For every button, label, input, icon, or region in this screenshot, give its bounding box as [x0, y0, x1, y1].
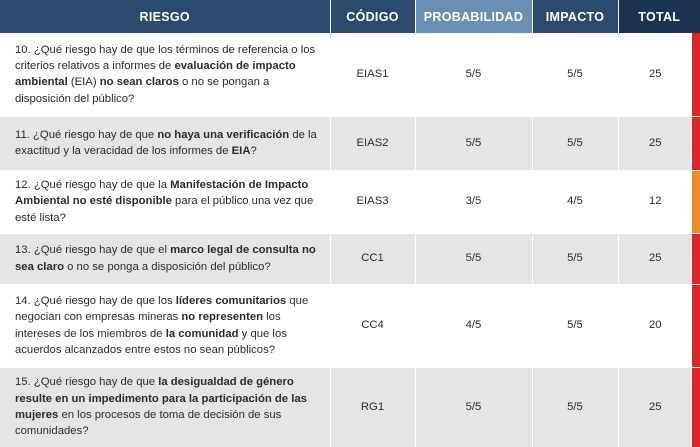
risk-question — [0, 170, 330, 233]
total-value: 12 — [648, 195, 662, 208]
header-codigo: CÓDIGO — [330, 0, 415, 33]
question-emphasis: la comunidad — [165, 327, 239, 340]
total-value: 20 — [648, 319, 662, 332]
probability-value: 3/5 — [415, 170, 532, 233]
risk-question — [0, 233, 330, 284]
header-impacto: IMPACTO — [532, 0, 618, 33]
total-cell — [618, 33, 700, 116]
question-text: que negocian con empresas mineras — [15, 294, 309, 324]
table-row — [0, 284, 700, 367]
table-row — [0, 33, 700, 116]
risk-code: EIAS1 — [330, 33, 415, 116]
total-value: 25 — [648, 68, 662, 81]
header-total: TOTAL — [618, 0, 700, 33]
table-row — [0, 116, 700, 170]
question-text: (EIA) — [67, 76, 100, 89]
risk-question — [0, 367, 330, 447]
question-emphasis: marco legal de consulta no sea claro — [15, 244, 316, 273]
risk-code: EIAS3 — [330, 170, 415, 233]
risk-code: CC1 — [330, 233, 415, 284]
header-riesgo: RIESGO — [0, 0, 330, 33]
question-emphasis: no haya una verificación — [157, 128, 290, 141]
header-probabilidad: PROBABILIDAD — [415, 0, 532, 33]
risk-code: RG1 — [330, 367, 415, 447]
risk-question — [0, 33, 330, 116]
question-emphasis: Manifestación de Impacto Ambiental no esté disponible — [15, 179, 309, 208]
risk-code: EIAS2 — [330, 116, 415, 170]
question-text: para el público una vez que esté lista? — [15, 195, 314, 224]
table-row — [0, 170, 700, 233]
probability-value: 4/5 — [415, 284, 532, 367]
table-row — [0, 367, 700, 447]
question-text: y que los acuerdos alcanzados entre estos no sean públicos? — [15, 327, 287, 356]
risk-level-indicator — [692, 171, 700, 233]
question-text: 10. ¿Qué riesgo hay de que los términos de referencia o los criterios relativos a informes de — [15, 43, 316, 72]
probability-value: 5/5 — [415, 33, 532, 116]
total-cell — [618, 233, 700, 284]
question-text: o no se ponga a disposición del público? — [64, 260, 271, 273]
question-text: de la exactitud y la veracidad de los informes de — [15, 128, 317, 157]
question-emphasis: líderes comunitarios — [175, 294, 287, 307]
impact-value: 5/5 — [532, 367, 618, 447]
question-text: 14. ¿Qué riesgo hay de que los — [15, 294, 176, 307]
question-text: 15. ¿Qué riesgo hay de que — [15, 376, 159, 389]
probability-value: 5/5 — [415, 116, 532, 170]
risk-level-indicator — [692, 33, 700, 116]
total-value: 25 — [648, 252, 662, 265]
impact-value: 5/5 — [532, 33, 618, 116]
risk-level-indicator — [692, 117, 700, 170]
question-emphasis: evaluación de impacto ambiental — [15, 59, 296, 89]
question-text: 13. ¿Qué riesgo hay de que el — [15, 244, 171, 257]
risk-level-indicator — [692, 234, 700, 284]
total-cell — [618, 284, 700, 367]
question-emphasis: la desigualdad de género resulte en un impedimento para la participación de las mujeres — [15, 376, 307, 421]
probability-value: 5/5 — [415, 367, 532, 447]
total-cell — [618, 116, 700, 170]
total-cell — [618, 367, 700, 447]
question-text: ? — [250, 145, 257, 157]
question-text: o no se pongan a disposición del público? — [15, 76, 270, 105]
risk-code: CC4 — [330, 284, 415, 367]
question-text: 12. ¿Qué riesgo hay de que la — [15, 179, 171, 192]
total-cell — [618, 170, 700, 233]
total-value: 25 — [648, 136, 662, 149]
question-emphasis: EIA — [231, 145, 251, 157]
total-value: 25 — [648, 400, 662, 413]
table-row — [0, 233, 700, 284]
risk-level-indicator — [692, 368, 700, 447]
risk-question — [0, 116, 330, 170]
question-text: 11. ¿Qué riesgo hay de que — [15, 128, 158, 141]
impact-value: 5/5 — [532, 233, 618, 284]
impact-value: 4/5 — [532, 170, 618, 233]
question-text: los intereses de los miembros de — [15, 311, 281, 340]
impact-value: 5/5 — [532, 116, 618, 170]
impact-value: 5/5 — [532, 284, 618, 367]
question-emphasis: no sean claros — [99, 76, 179, 89]
header-row — [0, 0, 700, 33]
probability-value: 5/5 — [415, 233, 532, 284]
risk-level-indicator — [692, 285, 700, 367]
risk-question — [0, 284, 330, 367]
question-emphasis: no representen — [181, 311, 264, 324]
question-text: en los procesos de toma de decisión de sus comunidades? — [15, 409, 282, 438]
